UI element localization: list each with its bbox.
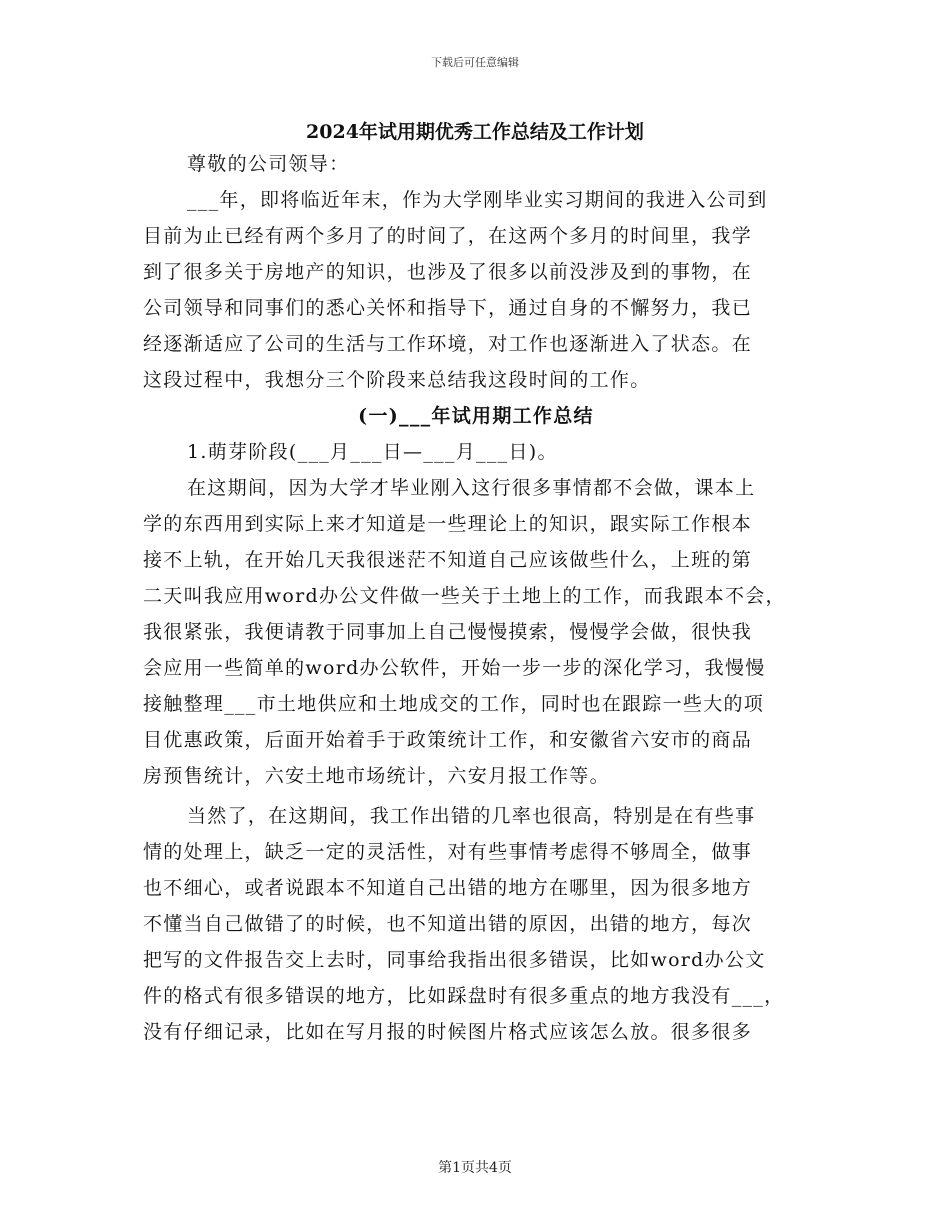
paragraph-3 — [143, 798, 809, 1050]
paragraph-line: 目优惠政策，后面开始着手于政策统计工作，和安徽省六安市的商品 — [143, 729, 753, 751]
section-heading: (一)___年试用期工作总结 — [358, 405, 594, 427]
paragraph-line: 经逐渐适应了公司的生活与工作环境，对工作也逐渐进入了状态。在 — [143, 333, 753, 355]
paragraph-line: 我很紧张，我便请教于同事加上自己慢慢摸索，慢慢学会做，很快我 — [143, 621, 753, 643]
paragraph-2 — [143, 470, 809, 794]
paragraph-line: 情的处理上，缺乏一定的灵活性，对有些事情考虑得不够周全，做事 — [143, 841, 753, 863]
paragraph-line: 会应用一些简单的word办公软件，开始一步一步的深化学习，我慢慢 — [143, 657, 766, 679]
paragraph-line: ___年，即将临近年末，作为大学刚毕业实习期间的我进入公司到 — [187, 189, 768, 211]
header-note: 下载后可任意编辑 — [431, 56, 519, 69]
paragraph-line: 二天叫我应用word办公文件做一些关于土地上的工作，而我跟本不会， — [143, 585, 786, 607]
paragraph-line: 到了很多关于房地产的知识，也涉及了很多以前没涉及到的事物，在 — [143, 261, 753, 283]
document-title: 2024年试用期优秀工作总结及工作计划 — [306, 121, 644, 143]
paragraph-line: 件的格式有很多错误的地方，比如踩盘时有很多重点的地方我没有___， — [143, 985, 785, 1007]
paragraph-line: 学的东西用到实际上来才知道是一些理论上的知识，跟实际工作根本 — [143, 513, 753, 535]
document-body — [143, 146, 809, 1050]
paragraph-line: 把写的文件报告交上去时，同事给我指出很多错误，比如word办公文 — [143, 949, 766, 971]
paragraph-line: 接触整理___市土地供应和土地成交的工作，同时也在跟踪一些大的项 — [143, 693, 765, 715]
paragraph-line: 没有仔细记录，比如在写月报的时候图片格式应该怎么放。很多很多 — [143, 1021, 753, 1043]
paragraph-line: 当然了，在这期间，我工作出错的几率也很高，特别是在有些事 — [187, 805, 756, 827]
salutation: 尊敬的公司领导： — [187, 153, 350, 175]
paragraph-line: 目前为止已经有两个多月了的时间了，在这两个多月的时间里，我学 — [143, 225, 753, 247]
intro-paragraph — [143, 182, 809, 398]
page-number-footer: 第1页共4页 — [438, 1160, 512, 1176]
paragraph-line: 房预售统计，六安土地市场统计，六安月报工作等。 — [143, 765, 610, 787]
paragraph-line: 这段过程中，我想分三个阶段来总结我这段时间的工作。 — [143, 369, 651, 391]
stage-heading: 1.萌芽阶段(___月___日—___月___日)。 — [187, 441, 558, 463]
paragraph-line: 也不细心，或者说跟本不知道自己出错的地方在哪里，因为很多地方 — [143, 877, 753, 899]
paragraph-line: 接不上轨，在开始几天我很迷茫不知道自己应该做些什么，上班的第 — [143, 549, 753, 571]
paragraph-line: 不懂当自己做错了的时候，也不知道出错的原因，出错的地方，每次 — [143, 913, 753, 935]
paragraph-line: 公司领导和同事们的悉心关怀和指导下，通过自身的不懈努力，我已 — [143, 297, 753, 319]
paragraph-line: 在这期间，因为大学才毕业刚入这行很多事情都不会做，课本上 — [187, 477, 756, 499]
